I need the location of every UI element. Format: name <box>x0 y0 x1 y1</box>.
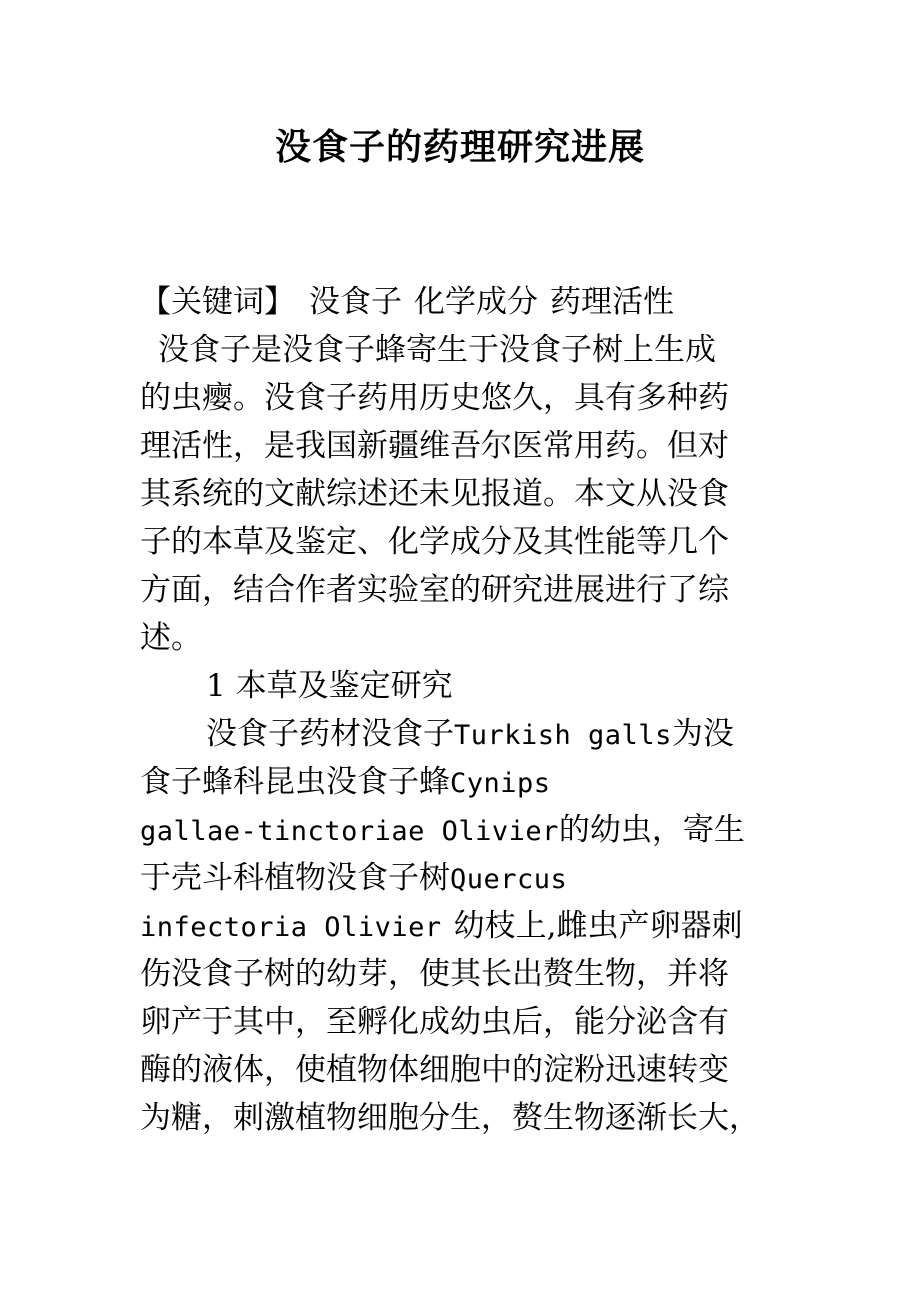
keywords-line <box>140 278 783 326</box>
latin-name: gallae-tinctoriae Olivier <box>140 816 559 847</box>
paragraph-line: 的虫瘿。没食子药用历史悠久，具有多种药 <box>140 380 729 416</box>
document-body <box>140 278 783 1142</box>
latin-name: Turkish galls <box>454 720 672 751</box>
section-heading: 1 本草及鉴定研究 <box>206 668 453 704</box>
paragraph-line: 没食子是没食子蜂寄生于没食子树上生成 <box>158 332 716 368</box>
paragraph-line: 为糖，刺激植物细胞分生，赘生物逐渐长大， <box>140 1100 760 1136</box>
document-title: 没食子的药理研究进展 <box>274 127 645 168</box>
keyword: 化学成分 <box>414 284 538 320</box>
paragraph-line: 理活性，是我国新疆维吾尔医常用药。但对 <box>140 428 729 464</box>
keywords-label: 【关键词】 <box>140 284 295 320</box>
latin-name: infectoria Olivier <box>140 912 442 943</box>
text-run: 于壳斗科植物没食子树 <box>140 860 450 896</box>
paragraph-line: 方面，结合作者实验室的研究进展进行了综 <box>140 572 729 608</box>
text-run: 为没 <box>671 716 734 752</box>
paragraph-line: 卵产于其中，至孵化成幼虫后，能分泌含有 <box>140 1004 729 1040</box>
paragraph-line <box>140 806 783 854</box>
paragraph-line: 其系统的文献综述还未见报道。本文从没食 <box>140 476 729 512</box>
latin-name: Cynips <box>450 768 551 799</box>
latin-name: Quercus <box>450 864 568 895</box>
keyword: 没食子 <box>309 284 402 320</box>
text-run: 没食子药材没食子 <box>206 716 454 752</box>
paragraph-line: 述。 <box>140 620 202 656</box>
text-run: 的幼虫，寄生 <box>558 812 745 848</box>
text-run: 幼枝上,雌虫产卵器刺 <box>453 908 743 944</box>
paragraph-line <box>140 758 783 806</box>
paragraph-line: 伤没食子树的幼芽，使其长出赘生物，并将 <box>140 956 729 992</box>
text-run: 食子蜂科昆虫没食子蜂 <box>140 764 450 800</box>
paragraph-line <box>140 854 783 902</box>
paragraph-line: 子的本草及鉴定、化学成分及其性能等几个 <box>140 524 729 560</box>
paragraph-line: 酶的液体，使植物体细胞中的淀粉迅速转变 <box>140 1052 729 1088</box>
paragraph-line <box>140 710 783 758</box>
paragraph-line <box>140 902 783 950</box>
keyword: 药理活性 <box>550 284 674 320</box>
